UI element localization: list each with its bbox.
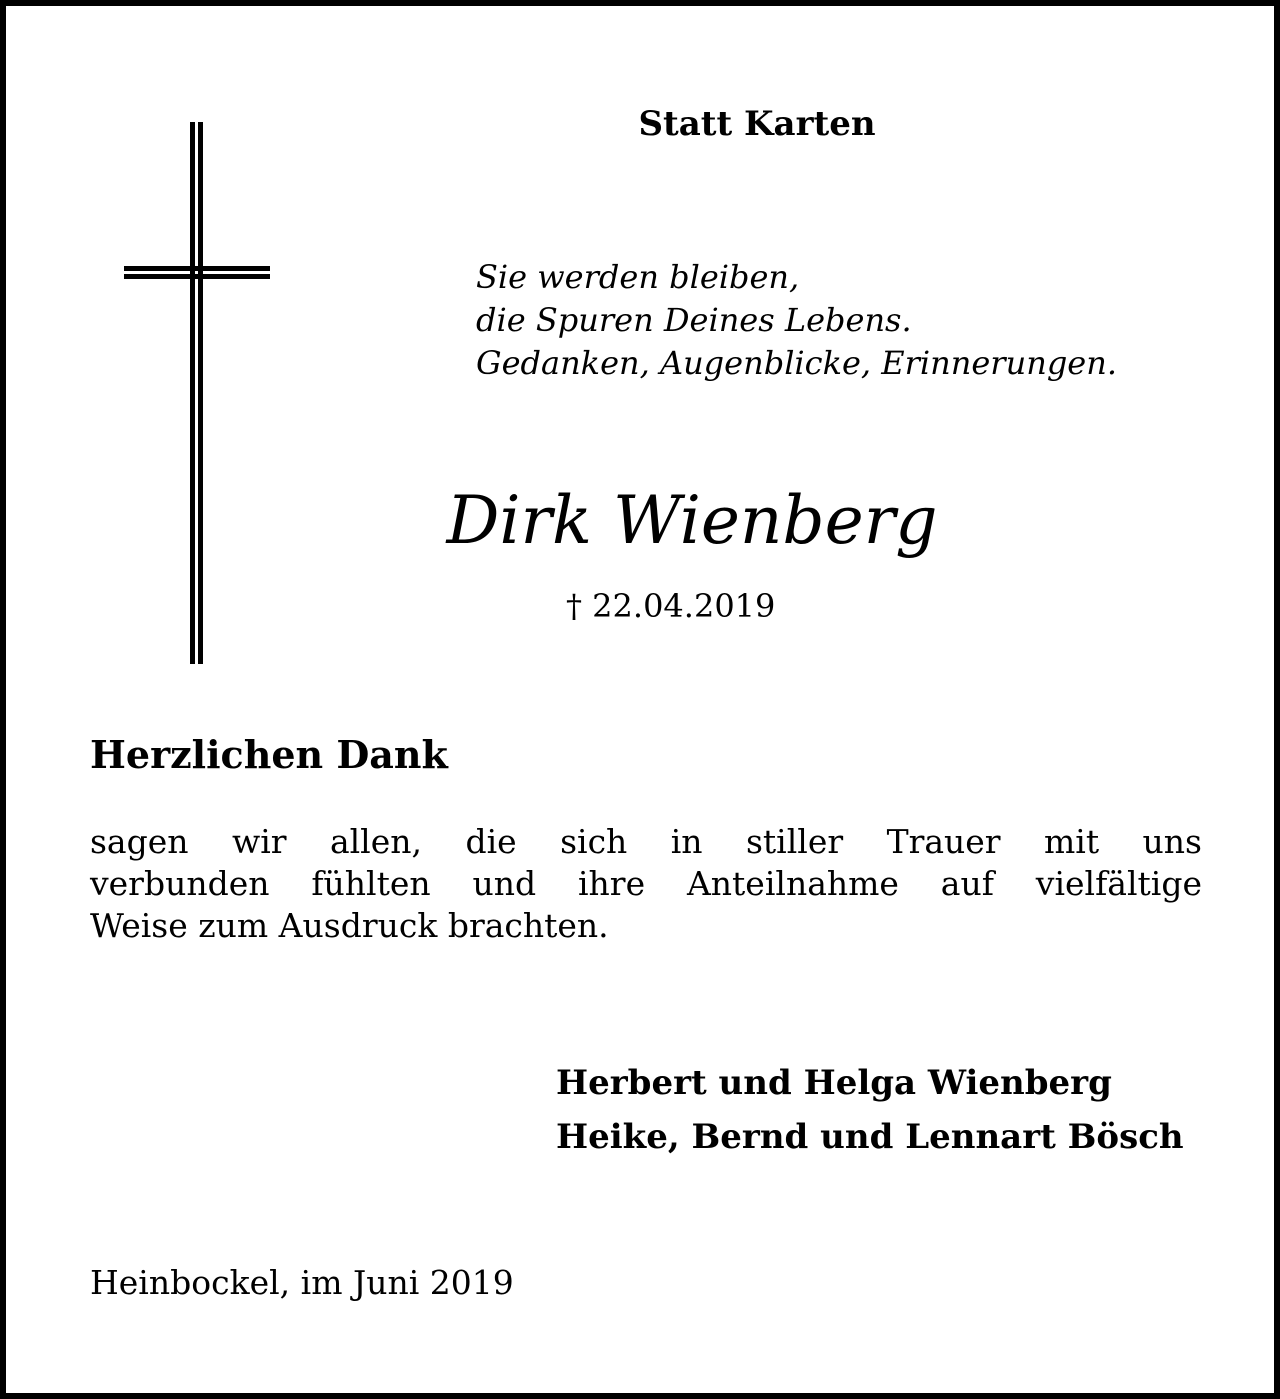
thanks-heading: Herzlichen Dank — [90, 732, 448, 777]
verse-line: Sie werden bleiben, — [476, 258, 800, 296]
place-date: Heinbockel, im Juni 2019 — [90, 1263, 514, 1302]
verse-line: die Spuren Deines Lebens. — [476, 301, 912, 339]
deceased-name: Dirk Wienberg — [446, 482, 938, 559]
thanks-text — [90, 821, 1202, 947]
thanks-text-line: sagen wir allen, die sich in stiller Trauer mit uns — [90, 822, 1202, 861]
death-date: † 22.04.2019 — [566, 587, 776, 625]
verse-line: Gedanken, Augenblicke, Erinnerungen. — [476, 344, 1118, 382]
header-statt-karten: Statt Karten — [638, 104, 876, 144]
signers — [556, 1056, 1184, 1164]
thanks-text-line: verbunden fühlten und ihre Anteilnahme auf vielfältige — [90, 864, 1202, 903]
verse — [476, 256, 1117, 385]
signer-line: Herbert und Helga Wienberg — [556, 1063, 1112, 1103]
cross-icon — [124, 122, 270, 664]
signer-line: Heike, Bernd und Lennart Bösch — [556, 1117, 1184, 1157]
thanks-text-line: Weise zum Ausdruck brachten. — [90, 906, 609, 945]
